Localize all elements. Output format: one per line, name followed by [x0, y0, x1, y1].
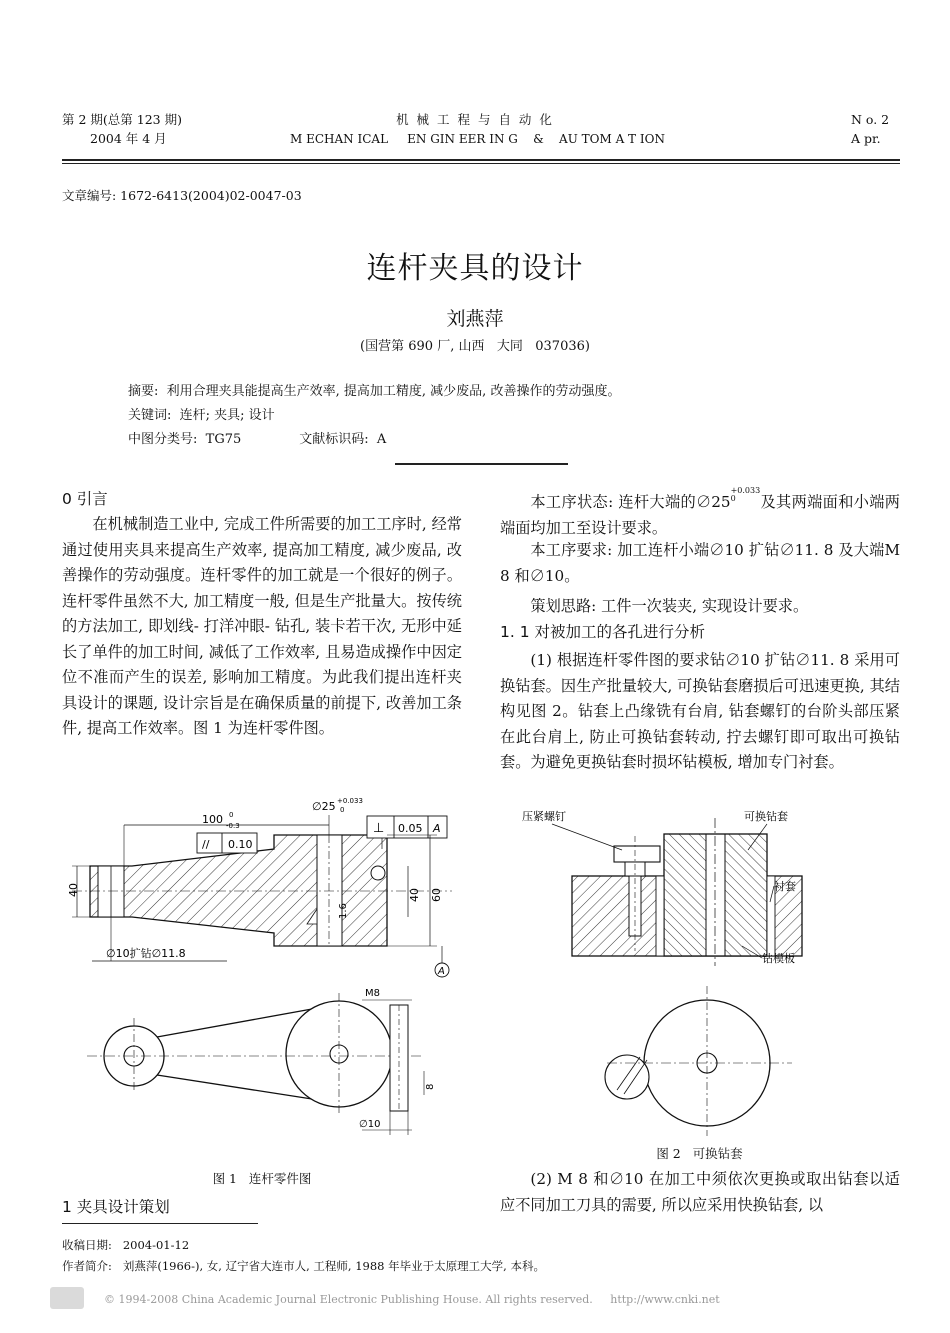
dim-40-right: 40 — [408, 888, 421, 902]
doc-code: A — [376, 432, 387, 447]
journal-number: N o. 2 — [851, 112, 890, 127]
issue-number: 第 2 期(总第 123 期) — [62, 112, 182, 127]
journal-month: A pr. — [851, 131, 881, 146]
dim-100: 100 — [202, 813, 223, 826]
author-affiliation: (国营第 690 厂, 山西 大同 037036) — [360, 339, 590, 354]
journal-title-cn: 机 械 工 程 与 自 动 化 — [396, 112, 554, 127]
process-status-text: 本工序状态: 连杆大端的∅25 — [530, 493, 731, 511]
dim-40-left: 40 — [67, 883, 80, 897]
dim-8: 8 — [425, 1083, 436, 1090]
parallelism-value: 0.10 — [228, 838, 253, 851]
journal-title-en: M ECHAN ICAL EN GIN EER IN G & AU TOM A T ION — [290, 132, 665, 146]
page-title: 连杆夹具的设计 — [366, 251, 584, 286]
abstract-block — [128, 380, 620, 452]
phi25-tol-up: +0.033 — [337, 797, 363, 805]
connecting-rod-section — [72, 835, 452, 946]
section-0-heading: 0 引言 — [62, 490, 108, 508]
m8-label: M8 — [365, 988, 380, 999]
received-date: 收稿日期: 2004-01-12 — [62, 1238, 190, 1252]
parallelism-symbol: // — [202, 838, 210, 851]
label-clamp-screw: 压紧螺钉 — [522, 810, 566, 823]
abstract-divider — [395, 463, 568, 465]
issue-date: 2004 年 4 月 — [90, 131, 167, 146]
datum-a: A — [438, 966, 445, 977]
footnote-rule — [62, 1223, 258, 1224]
phi25-tol-lower: 0 — [730, 494, 736, 503]
process-status-text-2: 及其两端面和小端两端面均加工至设计要求。 — [500, 493, 900, 537]
copyright-notice: © 1994-2008 China Academic Journal Electronic Publishing House. All rights reserved. http://www.cnki.net — [104, 1293, 720, 1306]
header-rule-thin — [62, 163, 900, 164]
figure-2-drawing — [512, 806, 812, 1142]
abstract-label: 摘要: — [128, 384, 159, 399]
keywords: 连杆; 夹具; 设计 — [179, 408, 275, 423]
phi10-label: ∅10 — [359, 1119, 381, 1130]
figure-1-caption: 图 1 连杆零件图 — [212, 1171, 312, 1186]
author-bio: 作者简介: 刘燕萍(1966-), 女, 辽宁省大连市人, 工程师, 1988 年毕业于太原理工大学, 本科。 — [62, 1259, 545, 1273]
label-drill-plate: 钻模板 — [762, 952, 795, 965]
dim-100-tol-low: -0.3 — [226, 822, 240, 830]
keywords-label: 关键词: — [128, 408, 172, 423]
author-name: 刘燕萍 — [446, 308, 504, 330]
process-status-paragraph — [500, 487, 900, 541]
phi25-tol-low: 0 — [340, 806, 345, 814]
process-requirement-paragraph: 本工序要求: 加工连杆小端∅10 扩钻∅11. 8 及大端M 8 和∅10。 — [500, 541, 900, 585]
roughness-value: 1.6 — [338, 903, 349, 919]
perpendicularity-symbol: ⊥ — [373, 821, 385, 836]
label-replaceable-bush: 可换钻套 — [744, 810, 788, 823]
analysis-paragraph-1: (1) 根据连杆零件图的要求钻∅10 扩钻∅11. 8 采用可换钻套。因生产批量较大, 可换钻套磨损后可迅速更换, 其结构见图 2。钻套上凸缘铣有台肩, 钻套螺钉的台阶头部压紧在此台肩上, 防止可换钻套转动, 拧去螺钉即可取出可换钻套。为避免更换钻套时损坏钻模板, 增加专门衬套。 — [500, 651, 900, 771]
analysis-paragraph-2: (2) M 8 和∅10 在加工中须依次更换或取出钻套以适应不同加工刀具的需要, 所以应采用快换钻套, 以 — [500, 1170, 900, 1214]
clc-label: 中图分类号: — [128, 432, 198, 447]
header-rule-thick — [62, 159, 900, 161]
perpendicularity-value: 0.05 — [398, 822, 423, 835]
publisher-logo-icon — [50, 1287, 84, 1309]
article-number: 文章编号: 1672-6413(2004)02-0047-03 — [62, 188, 302, 203]
clc-code: TG75 — [205, 432, 242, 447]
dim-60: 60 — [430, 888, 443, 902]
phi25-tolerance — [731, 487, 761, 503]
subsection-1-1-heading: 1. 1 对被加工的各孔进行分析 — [500, 623, 706, 641]
figure-1-drawing — [62, 793, 462, 1145]
phi25-label: ∅25 — [312, 800, 336, 813]
phi10-ream-label: ∅10扩钻∅11.8 — [106, 947, 186, 960]
perpendicularity-datum: A — [433, 822, 441, 835]
planning-idea-paragraph: 策划思路: 工件一次装夹, 实现设计要求。 — [530, 597, 809, 615]
connecting-rod-plan-view — [87, 993, 422, 1115]
phi25-tol-upper: +0.033 — [730, 486, 761, 495]
intro-paragraph: 在机械制造工业中, 完成工件所需要的加工工序时, 经常通过使用夹具来提高生产效率, 提高加工精度, 减少废品, 改善操作的劳动强度。连杆零件的加工就是一个很好的例子。连杆零件虽然不大, 加工精度一般, 但是生产批量大。按传统的方法加工, 即划线- 打洋冲眼- 钻孔, 装卡若干次, 无形中延长了单件的加工时间, 减低了工作效率, 且易造成操作中因定位不准而产生的误差, 影响加工精度。为此我们提出连杆夹具设计的课题, 设计宗旨是在确保质量的前提下, 改善加工条件, 提高工作效率。图 1 为连杆零件图。 — [62, 515, 462, 737]
doc-code-label: 文献标识码: — [299, 432, 369, 447]
abstract-text: 利用合理夹具能提高生产效率, 提高加工精度, 减少废品, 改善操作的劳动强度。 — [166, 384, 621, 399]
section-1-heading: 1 夹具设计策划 — [62, 1198, 170, 1216]
dim-100-tol-up: 0 — [229, 811, 234, 819]
label-liner: 衬套 — [774, 880, 796, 893]
figure-2-caption: 图 2 可换钻套 — [656, 1146, 743, 1161]
